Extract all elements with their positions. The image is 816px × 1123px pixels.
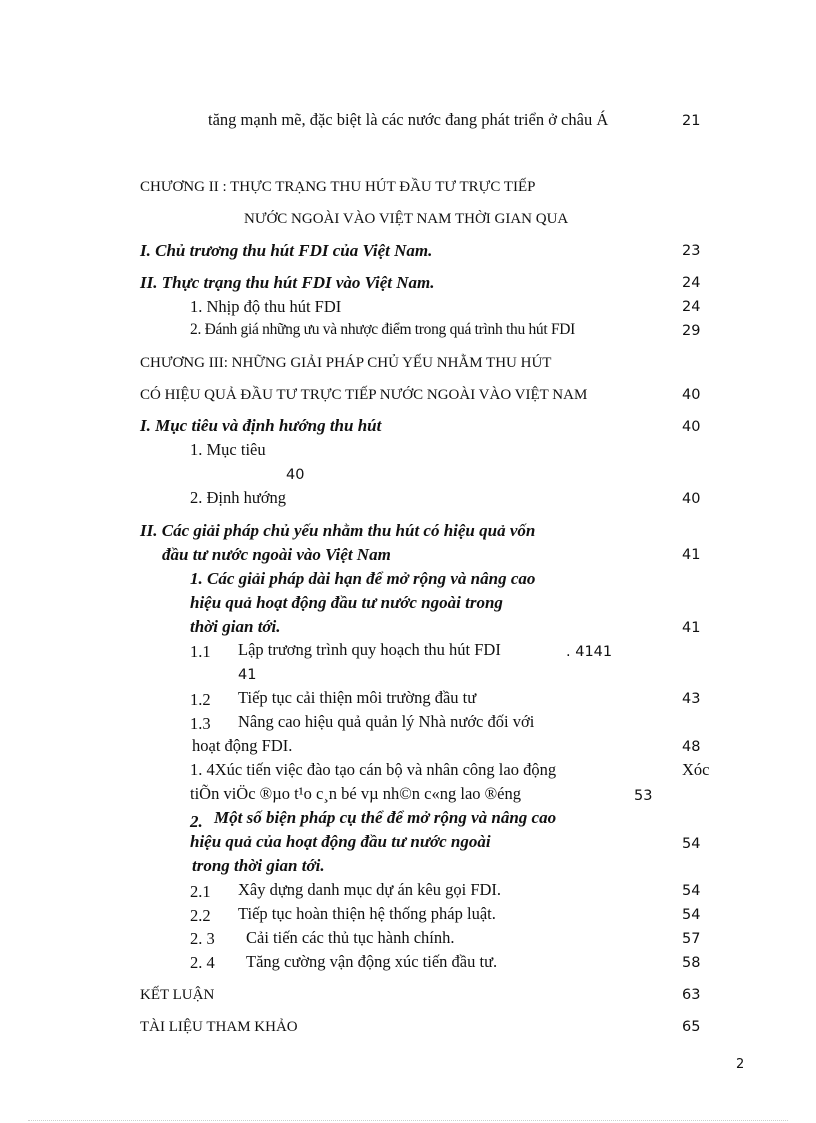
toc-entry-text: 1. 4Xúc tiến việc đào tạo cán bộ và nhân công lao động	[190, 760, 557, 779]
toc-subsection-heading-cont: thời gian tới.	[190, 617, 281, 636]
toc-subsection-heading: Một số biện pháp cụ thể để mở rộng và nâng cao	[214, 808, 557, 827]
toc-page-number: 24	[682, 299, 701, 315]
toc-page-number: 54	[682, 907, 701, 923]
toc-entry-text: Tiếp tục cải thiện môi trường đầu tư	[238, 688, 477, 707]
toc-page-number: 58	[682, 955, 701, 971]
toc-conclusion: KẾT LUẬN	[140, 987, 215, 1003]
toc-section-heading-cont: đầu tư nước ngoài vào Việt Nam	[162, 545, 391, 564]
toc-page-number: 40	[682, 419, 701, 435]
toc-section-heading: II. Thực trạng thu hút FDI vào Việt Nam.	[140, 273, 435, 292]
toc-page-number: 41	[682, 547, 701, 563]
toc-entry-text: 2. Đánh giá những ưu và nhược điểm trong quá trình thu hút FDI	[190, 321, 576, 338]
toc-section-heading: I. Chủ trương thu hút FDI của Việt Nam.	[140, 241, 433, 260]
toc-page-number: 40	[682, 387, 701, 403]
toc-item-number: 1.2	[190, 690, 211, 709]
toc-page-number: 41	[682, 620, 701, 636]
toc-page-number: 63	[682, 987, 701, 1003]
toc-page-number: 53	[634, 788, 653, 804]
toc-entry-text: tăng mạnh mẽ, đặc biệt là các nước đang phát triển ở châu Á	[208, 110, 609, 129]
toc-page-number: 24	[682, 275, 701, 291]
toc-references: TÀI LIỆU THAM KHẢO	[140, 1019, 298, 1035]
toc-page-number: Xóc	[682, 760, 710, 779]
toc-entry-text: Xây dựng danh mục dự án kêu gọi FDI.	[238, 880, 502, 899]
toc-entry-text: 1. Mục tiêu	[190, 440, 266, 459]
toc-item-number: 1.1	[190, 642, 211, 661]
toc-page-number: 65	[682, 1019, 701, 1035]
toc-subsection-heading-cont: hiệu quả của hoạt động đầu tư nước ngoài	[190, 832, 491, 851]
toc-subsection-heading: 1. Các giải pháp dài hạn để mở rộng và nâng cao	[190, 569, 536, 588]
toc-item-number: 2.	[190, 812, 203, 831]
toc-item-number: 1.3	[190, 714, 211, 733]
toc-page-number: 54	[682, 883, 701, 899]
toc-page-number: 40	[682, 491, 701, 507]
footer-divider	[28, 1120, 788, 1121]
toc-page-number: 40	[286, 467, 305, 483]
toc-entry-text: Tăng cường vận động xúc tiến đầu tư.	[246, 952, 498, 971]
toc-entry-text: Tiếp tục hoàn thiện hệ thống pháp luật.	[238, 904, 496, 923]
toc-item-number: 2.2	[190, 906, 211, 925]
toc-entry-text: Cải tiến các thủ tục hành chính.	[246, 928, 455, 947]
toc-page-number: . 4141	[566, 644, 613, 660]
toc-section-heading: II. Các giải pháp chủ yếu nhằm thu hút có hiệu quả vốn	[140, 521, 536, 540]
toc-entry-text: 2. Định hướng	[190, 488, 287, 507]
toc-entry-text: Nâng cao hiệu quả quản lý Nhà nước đối với	[238, 712, 535, 731]
chapter-2-heading: CHƯƠNG II : THỰC TRẠNG THU HÚT ĐẦU TƯ TRỰC TIẾP	[140, 179, 536, 195]
toc-item-number: 2. 4	[190, 953, 215, 972]
toc-page-number: 43	[682, 691, 701, 707]
page-number: 2	[736, 1057, 745, 1072]
chapter-3-heading-cont: CÓ HIỆU QUẢ ĐẦU TƯ TRỰC TIẾP NƯỚC NGOÀI VÀO VIỆT NAM	[140, 387, 588, 403]
toc-page-number: 21	[682, 113, 701, 129]
chapter-2-heading-cont: NƯỚC NGOÀI VÀO VIỆT NAM THỜI GIAN QUA	[244, 211, 569, 227]
toc-page-number: 57	[682, 931, 701, 947]
toc-page-number: 48	[682, 739, 701, 755]
toc-page-number: 41	[238, 667, 257, 683]
toc-page-number: 23	[682, 243, 701, 259]
toc-section-heading: I. Mục tiêu và định hướng thu hút	[140, 416, 382, 435]
chapter-3-heading: CHƯƠNG III: NHỮNG GIẢI PHÁP CHỦ YẾU NHẰM THU HÚT	[140, 355, 552, 371]
toc-entry-text-cont: hoạt động FDI.	[192, 736, 293, 755]
toc-subsection-heading-cont: hiệu quả hoạt động đầu tư nước ngoài trong	[190, 593, 503, 612]
toc-page-number: 29	[682, 323, 701, 339]
toc-entry-text-garbled: tiÕn viÖc ®µo t¹o c¸n bé vµ nh©n c«ng lao ®éng	[190, 784, 522, 803]
toc-entry-text: Lập trương trình quy hoạch thu hút FDI	[238, 640, 501, 659]
toc-subsection-heading-cont: trong thời gian tới.	[192, 856, 325, 875]
toc-page-number: 54	[682, 836, 701, 852]
toc-item-number: 2.1	[190, 882, 211, 901]
toc-item-number: 2. 3	[190, 929, 215, 948]
toc-entry-text: 1. Nhịp độ thu hút FDI	[190, 297, 342, 316]
